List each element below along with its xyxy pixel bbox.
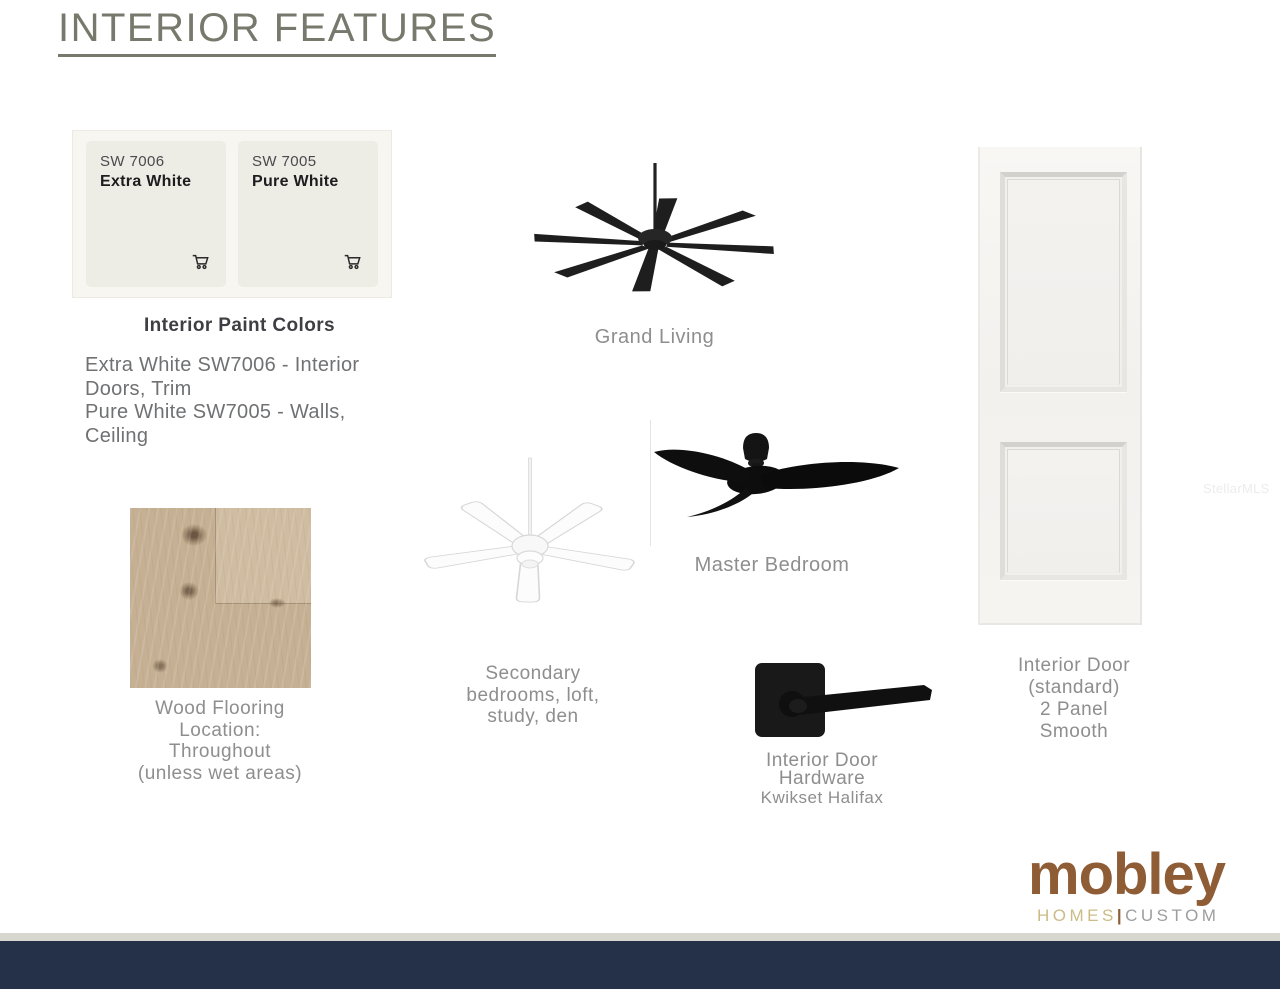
cart-icon — [190, 251, 212, 273]
footer-accent-strip — [0, 933, 1280, 941]
logo-divider: | — [1116, 906, 1126, 925]
door-caption-line: Smooth — [1039, 721, 1109, 742]
flooring-caption-line: (unless wet areas) — [137, 762, 303, 784]
door-panel — [1000, 442, 1127, 580]
paint-colors-heading: Interior Paint Colors — [143, 315, 336, 336]
secondary-fan-caption — [433, 663, 633, 728]
paint-name: Pure White — [252, 173, 339, 190]
wood-flooring-image — [130, 508, 311, 688]
footer-navy-bar — [0, 941, 1280, 989]
hardware-caption-line: Interior Door — [765, 750, 879, 771]
cart-icon — [342, 251, 364, 273]
master-fan-caption: Master Bedroom — [694, 554, 850, 576]
mobley-logo: mobley — [1028, 842, 1226, 907]
door-panel-inner — [1007, 179, 1120, 385]
flooring-caption-line: Throughout — [168, 741, 272, 762]
door-caption-line: (standard) — [1028, 677, 1120, 698]
flooring-caption-line: Wood Flooring — [155, 698, 285, 719]
paint-description — [85, 354, 405, 448]
hardware-caption-line: Hardware — [778, 768, 866, 789]
logo-homes-text: HOMES — [1037, 906, 1117, 925]
hardware-caption — [722, 752, 922, 807]
grand-living-caption: Grand Living — [594, 326, 715, 348]
flooring-caption — [125, 698, 315, 784]
interior-door-image — [978, 147, 1142, 625]
stellar-mls-watermark: StellarMLS — [1203, 481, 1270, 496]
secondary-caption-line: study, den — [487, 706, 579, 727]
ceiling-fan-secondary-image — [408, 452, 653, 637]
paint-chip-pure-white — [238, 141, 378, 287]
paint-code: SW 7005 — [252, 153, 317, 170]
paint-name: Extra White — [100, 173, 192, 190]
door-handle-image — [752, 658, 937, 753]
paint-desc-line: Doors, Trim — [85, 377, 192, 400]
ceiling-fan-grand-living-image — [510, 158, 800, 333]
paint-code: SW 7006 — [100, 153, 165, 170]
door-panel — [1000, 172, 1127, 392]
ceiling-fan-master-image — [651, 418, 906, 553]
paint-desc-line: Extra White SW7006 - Interior — [85, 354, 360, 376]
door-caption-line: 2 Panel — [1040, 699, 1108, 720]
mobley-logo-subtitle — [1037, 906, 1219, 926]
secondary-caption-line: Secondary — [485, 663, 581, 684]
hardware-caption-line: Kwikset Halifax — [760, 788, 884, 807]
door-caption — [974, 655, 1174, 743]
logo-custom-text: CUSTOM — [1125, 906, 1220, 925]
paint-desc-line: Ceiling — [85, 424, 149, 447]
paint-swatch-panel — [72, 130, 392, 298]
door-caption-line: Interior Door — [1017, 655, 1131, 676]
flooring-caption-line: Location: — [179, 719, 261, 741]
secondary-caption-line: bedrooms, loft, — [466, 684, 600, 706]
wood-grain-overlay — [130, 508, 311, 688]
page-title: INTERIOR FEATURES — [58, 6, 496, 57]
door-panel-inner — [1007, 449, 1120, 573]
paint-desc-line: Pure White SW7005 - Walls, — [85, 401, 346, 423]
paint-chip-extra-white — [86, 141, 226, 287]
